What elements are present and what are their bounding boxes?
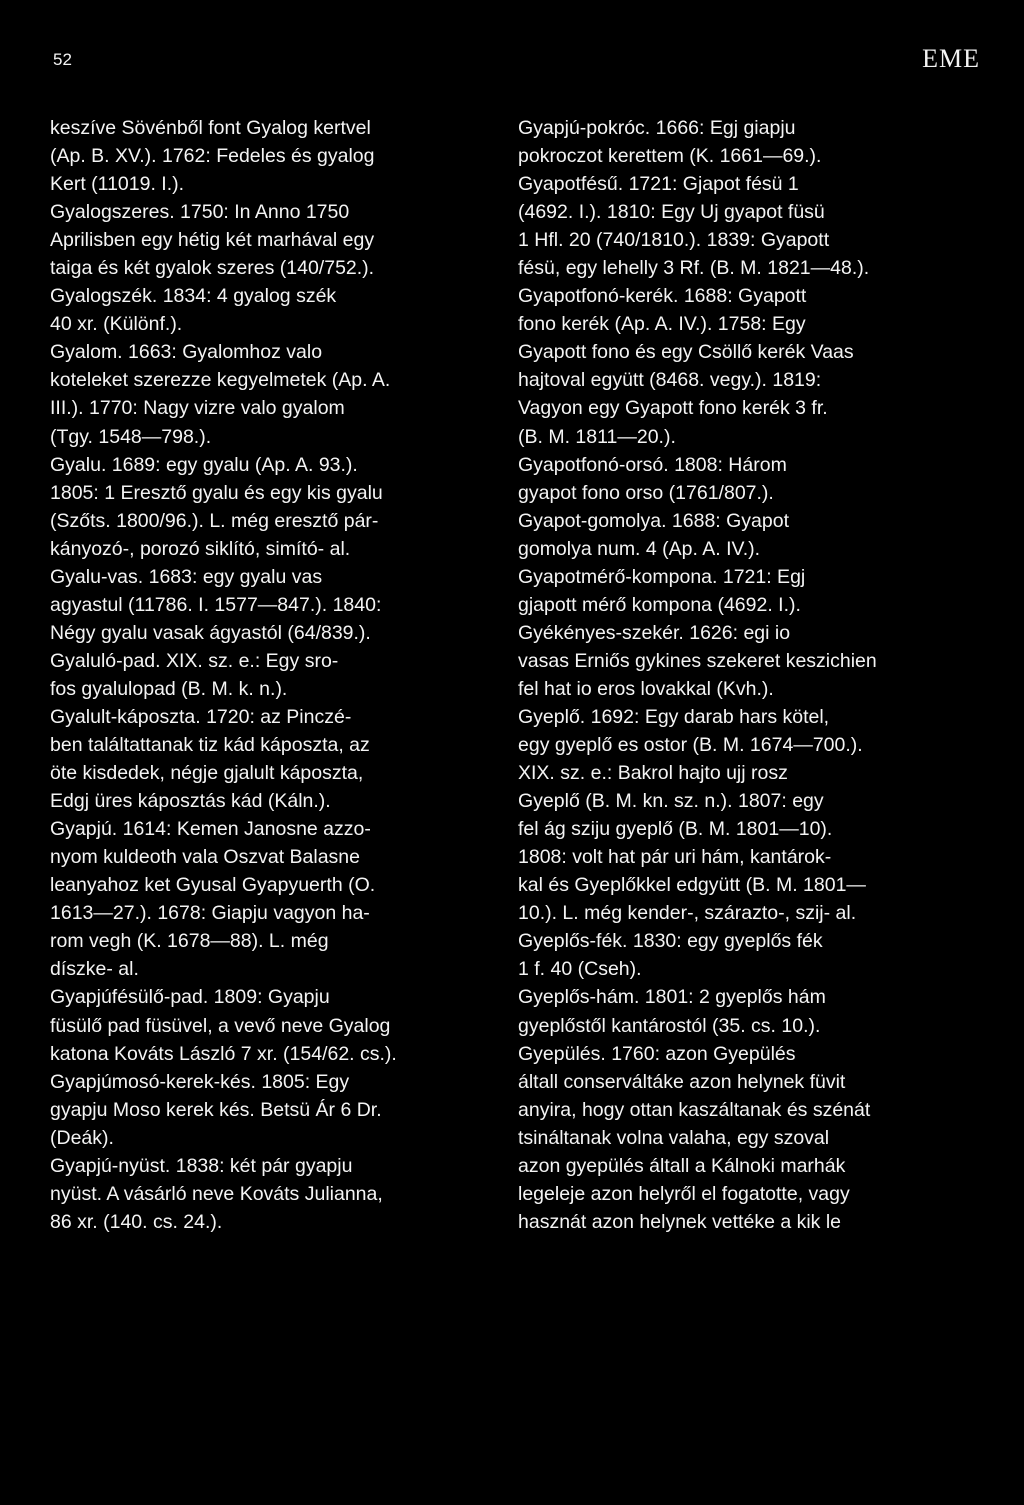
text-line: Gyalu. 1689: egy gyalu (Ap. A. 93.).	[50, 453, 358, 476]
text-line: gyapju Moso kerek kés. Betsü Ár 6 Dr.	[50, 1098, 382, 1121]
text-line: nyom kuldeoth vala Oszvat Balasne	[50, 846, 361, 869]
text-line: ben találtattanak tiz kád káposzta, az	[50, 734, 370, 757]
text-line: 1613—27.). 1678: Giapju vagyon ha-	[50, 902, 370, 925]
text-line: Aprilisben egy hétig két marhával egy	[50, 229, 375, 252]
text-line: keszíve Sövénből font Gyalog kertvel	[50, 117, 371, 139]
text-line: 40 xr. (Különf.).	[50, 313, 183, 336]
text-line: Gyalu-vas. 1683: egy gyalu vas	[50, 565, 323, 588]
text-line: Gyalogszeres. 1750: In Anno 1750	[50, 201, 350, 224]
text-line: 86 xr. (140. cs. 24.).	[50, 1210, 223, 1233]
text-line: (Deák).	[50, 1126, 114, 1149]
text-line: (Szőts. 1800/96.). L. még eresztő pár-	[50, 509, 379, 532]
running-head: EME	[922, 44, 980, 73]
text-line: Edgj üres káposztás kád (Káln.).	[50, 790, 331, 813]
text-line: XIX. sz. e.: Bakrol hajto ujj rosz	[518, 762, 788, 785]
text-line: (B. M. 1811—20.).	[518, 425, 676, 448]
text-line: kányozó-, porozó siklító, simító- al.	[50, 537, 351, 560]
left-column	[50, 114, 490, 1236]
text-line: gjapott mérő kompona (4692. I.).	[518, 593, 801, 616]
text-line: koteleket szerezze kegyelmetek (Ap. A.	[50, 369, 391, 392]
text-line: Vagyon egy Gyapott fono kerék 3 fr.	[518, 397, 828, 420]
text-line: nyüst. A vásárló neve Kováts Julianna,	[50, 1182, 383, 1205]
text-line: (4692. I.). 1810: Egy Uj gyapot füsü	[518, 201, 825, 224]
text-line: gomolya num. 4 (Ap. A. IV.).	[518, 537, 761, 560]
text-line: általl conserváltáke azon helynek füvit	[518, 1070, 846, 1093]
text-line: Gyapotfonó-kerék. 1688: Gyapott	[518, 285, 807, 308]
text-line: rom vegh (K. 1678—88). L. még	[50, 930, 329, 953]
text-line: taiga és két gyalok szeres (140/752.).	[50, 257, 375, 280]
text-line: Gyeplős-fék. 1830: egy gyeplős fék	[518, 930, 823, 953]
text-line: azon gyepülés általl a Kálnoki marhák	[518, 1154, 846, 1177]
text-line: Gyalom. 1663: Gyalomhoz valo	[50, 341, 323, 364]
text-line: leanyahoz ket Gyusal Gyapyuerth (O.	[50, 874, 376, 897]
text-line: 1 f. 40 (Cseh).	[518, 958, 642, 981]
text-line: 1 Hfl. 20 (740/1810.). 1839: Gyapott	[518, 229, 830, 252]
text-line: Gyapjúmosó-kerek-kés. 1805: Egy	[50, 1070, 350, 1093]
text-line: díszke- al.	[50, 958, 139, 981]
text-line: anyira, hogy ottan kaszáltanak és szénát	[518, 1098, 871, 1121]
text-line: füsülő pad füsüvel, a vevő neve Gyalog	[50, 1014, 391, 1037]
text-line: 10.). L. még kender-, szárazto-, szij- al.	[518, 902, 857, 925]
text-line: tsináltanak volna valaha, egy szoval	[518, 1126, 830, 1149]
text-line: Gyapotmérő-kompona. 1721: Egj	[518, 565, 806, 588]
text-line: gyeplőstől kantárostól (35. cs. 10.).	[518, 1014, 821, 1037]
text-line: Gyapjú-pokróc. 1666: Egj giapju	[518, 117, 796, 139]
text-line: legeleje azon helyről el fogatotte, vagy	[518, 1182, 850, 1205]
text-line: pokroczot kerettem (K. 1661—69.).	[518, 145, 822, 168]
text-line: fel hat io eros lovakkal (Kvh.).	[518, 677, 774, 700]
text-line: Gyapotfésű. 1721: Gjapot fésü 1	[518, 173, 799, 196]
text-line: agyastul (11786. I. 1577—847.). 1840:	[50, 593, 382, 616]
text-line: Gyeplő. 1692: Egy darab hars kötel,	[518, 705, 830, 728]
text-line: (Ap. B. XV.). 1762: Fedeles és gyalog	[50, 145, 375, 168]
text-line: Gyékényes-szekér. 1626: egi io	[518, 621, 791, 644]
text-line: Gyaluló-pad. XIX. sz. e.: Egy sro-	[50, 649, 339, 672]
text-line: Gyapjúfésülő-pad. 1809: Gyapju	[50, 986, 330, 1009]
text-line: katona Kováts László 7 xr. (154/62. cs.).	[50, 1042, 397, 1065]
text-line: fésü, egy lehelly 3 Rf. (B. M. 1821—48.).	[518, 257, 870, 280]
page-number: 52	[53, 50, 72, 69]
text-line: Négy gyalu vasak ágyastól (64/839.).	[50, 621, 371, 644]
text-line: Gyalogszék. 1834: 4 gyalog szék	[50, 285, 337, 308]
text-line: Gyapotfonó-orsó. 1808: Három	[518, 453, 787, 476]
text-line: Gyeplős-hám. 1801: 2 gyeplős hám	[518, 986, 826, 1009]
text-line: Gyapjú. 1614: Kemen Janosne azzo-	[50, 818, 371, 841]
text-line: Kert (11019. I.).	[50, 173, 185, 196]
text-line: vasas Erniős gykines szekeret keszichien	[518, 649, 877, 672]
text-line: Gyeplő (B. M. kn. sz. n.). 1807: egy	[518, 790, 824, 813]
text-line: hasznát azon helynek vettéke a kik le	[518, 1210, 842, 1233]
text-line: III.). 1770: Nagy vizre valo gyalom	[50, 397, 345, 420]
text-line: fos gyalulopad (B. M. k. n.).	[50, 677, 288, 700]
text-line: kal és Gyeplőkkel edgyütt (B. M. 1801—	[518, 874, 866, 897]
text-line: 1808: volt hat pár uri hám, kantárok-	[518, 846, 832, 869]
text-line: 1805: 1 Eresztő gyalu és egy kis gyalu	[50, 481, 383, 504]
text-line: (Tgy. 1548—798.).	[50, 425, 212, 448]
text-line: Gyalult-káposzta. 1720: az Pinczé-	[50, 705, 352, 728]
text-line: öte kisdedek, négje gjalult káposzta,	[50, 762, 364, 785]
right-column	[518, 114, 958, 1236]
text-line: hajtoval együtt (8468. vegy.). 1819:	[518, 369, 822, 392]
text-line: Gyepülés. 1760: azon Gyepülés	[518, 1042, 796, 1065]
text-line: Gyapjú-nyüst. 1838: két pár gyapju	[50, 1154, 353, 1177]
text-line: gyapot fono orso (1761/807.).	[518, 481, 774, 504]
text-line: Gyapott fono és egy Csöllő kerék Vaas	[518, 341, 854, 364]
text-line: Gyapot-gomolya. 1688: Gyapot	[518, 509, 789, 532]
text-line: fel ág sziju gyeplő (B. M. 1801—10).	[518, 818, 833, 841]
text-line: fono kerék (Ap. A. IV.). 1758: Egy	[518, 313, 806, 336]
text-line: egy gyeplő es ostor (B. M. 1674—700.).	[518, 734, 863, 757]
